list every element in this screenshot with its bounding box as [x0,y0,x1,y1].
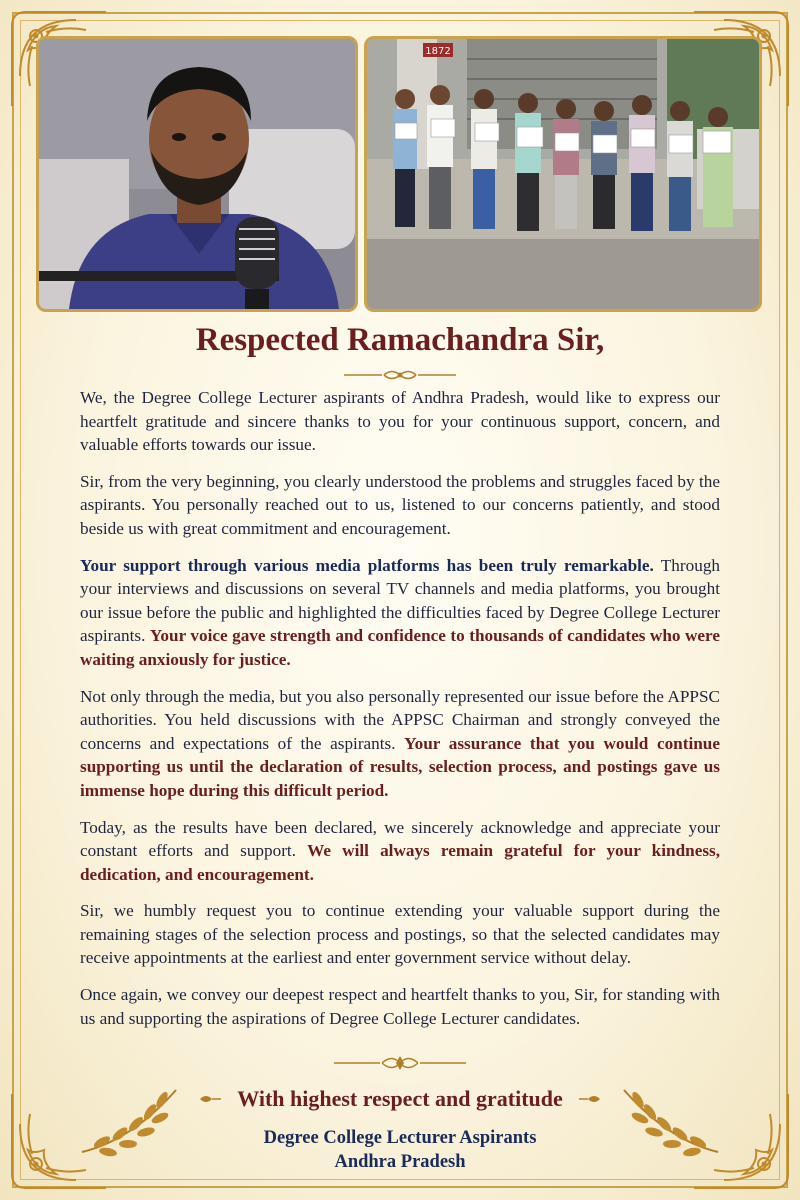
paragraph-6: Sir, we humbly request you to continue extending your valuable support during the remaining stages of the selection process and postings, so that the selected candidates may receive appointments at the earliest and enter government service without delay. [80,901,720,968]
divider-ornament-icon [330,1052,470,1074]
divider-ornament-icon [340,366,460,384]
paragraph-5-highlight: We will always remain grateful for your kindness, dedication, and encouragement. [80,841,720,884]
paragraph-2: Sir, from the very beginning, you clearly understood the problems and struggles faced by the aspirants. You personally reached out to us, listened to our concerns patiently, and stood beside us with great commitment and encouragement. [80,471,720,538]
closing-line: With highest respect and gratitude [237,1086,563,1111]
paragraph-3-bold: Your support through various media platforms has been truly remarkable. [80,555,654,575]
paragraph-5 [80,816,720,887]
paragraph-5-text: Today, as the results have been declared, we sincerely acknowledge and appreciate your constant efforts and support. [80,817,720,861]
letter-body [80,386,720,1043]
paragraph-3 [80,554,720,672]
paragraph-7: Once again, we convey our deepest respect and heartfelt thanks to you, Sir, for standing with us and supporting the aspirations of Degree College Lecturer candidates. [80,985,720,1028]
group-photo [364,36,762,312]
signature-line-2: Andhra Pradesh [334,1152,466,1172]
paragraph-3-text: Through your interviews and discussions on several TV channels and media platforms, you brought our issue before the public and highlighted the difficulties faced by Degree College Lecturer aspirants. [80,555,721,646]
paragraph-4 [80,685,720,803]
paragraph-1: We, the Degree College Lecturer aspirants of Andhra Pradesh, would like to express our heartfelt gratitude and sincere thanks to you for your continuous support, concern, and valuable efforts towards our issue. [80,388,720,455]
paragraph-4-text: Not only through the media, but you also personally represented our issue before the APPSC authorities. You held discussions with the APPSC Chairman and strongly conveyed the concerns and expectations of the aspirants. [80,686,720,753]
flourish-icon [578,1091,602,1107]
portrait-photo [36,36,358,312]
signature-line-1: Degree College Lecturer Aspirants [263,1128,537,1148]
paragraph-4-highlight: Your assurance that you would continue supporting us until the declaration of results, selection process, and postings gave us immense hope during this difficult period. [80,733,720,800]
building-sign: 1872 [425,46,451,57]
paragraph-3-highlight: Your voice gave strength and confidence to thousands of candidates who were waiting anxiously for justice. [80,626,720,669]
salutation-heading: Respected Ramachandra Sir, [195,322,605,358]
